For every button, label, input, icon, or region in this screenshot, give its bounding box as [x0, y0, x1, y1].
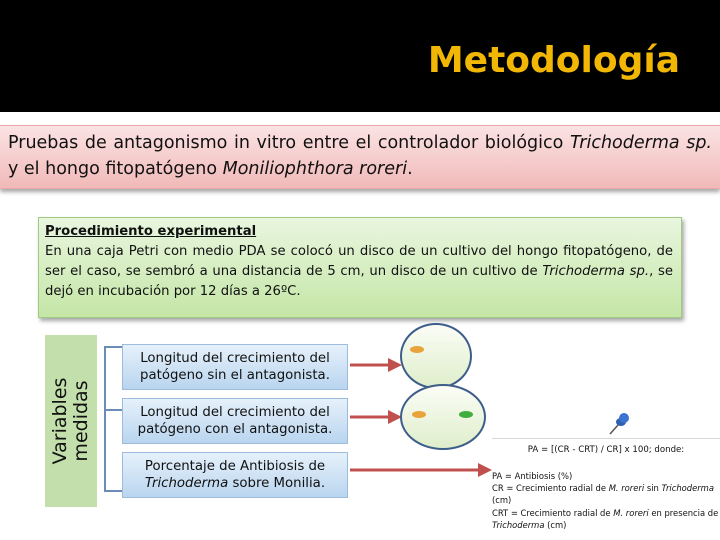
procedure-text-2: , se dejó en incubación por 12 días a 26ºC.: [45, 264, 673, 299]
petri-dish-control: [400, 323, 472, 389]
pushpin-icon: [608, 412, 630, 436]
variable-text-3b: sobre Monilia.: [228, 476, 326, 491]
pathogen-disc-icon: [410, 346, 424, 353]
variable-text-1: Longitud del crecimiento del patógeno sin el antagonista.: [140, 351, 330, 383]
variables-label: [45, 335, 97, 507]
procedure-text: [45, 242, 673, 302]
definition-cr-organism: M. roreri: [608, 483, 645, 494]
pathogen-disc-icon: [412, 411, 426, 418]
variable-box-2: [122, 398, 348, 444]
definition-crt: [492, 507, 720, 531]
variables-label-line1: Variables: [49, 377, 71, 465]
variable-organism-3: Trichoderma: [144, 476, 229, 491]
procedure-box: [38, 217, 682, 318]
definition-crt-text: CRT = Crecimiento radial de: [492, 507, 614, 518]
variable-box-3: [122, 452, 348, 498]
definition-cr: [492, 482, 720, 506]
intro-text-1: Pruebas de antagonismo in vitro entre el controlador biológico: [8, 133, 570, 153]
variables-label-line2: medidas: [70, 380, 92, 462]
definition-cr-unit: (cm): [492, 495, 512, 506]
procedure-organism: Trichoderma sp.: [542, 264, 650, 279]
antagonist-disc-icon: [459, 411, 473, 418]
definitions-block: [492, 470, 720, 531]
intro-organism-a: Trichoderma sp.: [569, 133, 712, 153]
procedure-title: Procedimiento experimental: [45, 224, 257, 239]
definition-cr-text: CR = Crecimiento radial de: [492, 483, 609, 494]
variable-box-1: [122, 344, 348, 390]
definition-crt-text2: en presencia de: [648, 507, 719, 518]
definition-crt-unit: (cm): [544, 519, 567, 530]
definition-cr-text2: sin: [644, 483, 662, 494]
slide-title: Metodología: [427, 40, 680, 81]
variable-text-2: Longitud del crecimiento del patógeno con el antagonista.: [137, 405, 333, 437]
bracket-tick: [104, 409, 122, 411]
intro-text-2: y el hongo fitopatógeno: [8, 159, 223, 179]
arrow-3: [350, 460, 492, 480]
intro-box: [0, 125, 720, 189]
petri-dish-treatment: [400, 384, 486, 450]
variable-text-3: [129, 458, 341, 492]
variable-text-3a: Porcentaje de Antibiosis de: [144, 459, 326, 474]
definition-pa: PA = Antibiosis (%): [492, 471, 573, 481]
procedure-text-1: En una caja Petri con medio PDA se colocó un disco de un cultivo del hongo fitopatógeno, de ser el caso, se sembró a una distancia de 5 cm, un disco de un cultivo de: [45, 244, 673, 279]
definition-crt-organism: M. roreri: [613, 507, 649, 518]
definition-crt-organism2: Trichoderma: [492, 519, 545, 530]
arrow-1: [350, 355, 402, 375]
bracket-connector: [104, 346, 122, 492]
arrow-2: [350, 407, 402, 427]
intro-text-3: .: [407, 159, 413, 179]
intro-organism-b: Moniliophthora roreri: [222, 159, 408, 179]
formula-text: PA = [(CR - CRT) / CR] x 100; donde:: [492, 438, 720, 455]
definition-cr-organism2: Trichoderma: [661, 483, 714, 494]
